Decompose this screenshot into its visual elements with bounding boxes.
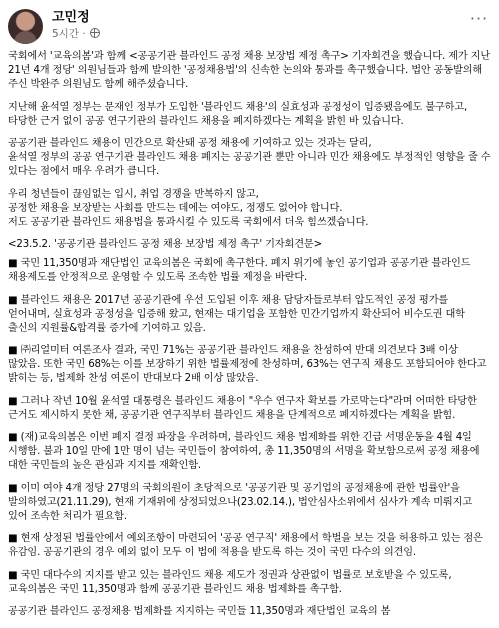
list-item: ■ (재)교육의봄은 이번 폐지 결정 파장을 우려하며, 블라인드 채용 법제화를 위한 긴급 서명운동을 4월 4일 시행함. 불과 10일 만에 1만 명이 넘는 국민들이 참여하여, 총 11,350명의 서명을 확보함으로써 공정 채용에 대한 국민들의 높은 관심과 지지를 재확인함. <box>8 432 480 471</box>
paragraph-1: 국회에서 '교육의봄'과 함께 <공공기관 블라인드 공정 채용 보장법 제정 촉구> 기자회견을 했습니다. 제가 지난 21년 4개 정당' 의원님들과 함께 발의한 '공정채용법'의 신속한 논의와 통과를 촉구했습니다. 법안 공동발의해 주신 박완주 의원님도 함께 해주셨습니다. <box>8 51 491 90</box>
avatar[interactable] <box>8 9 43 44</box>
post-meta <box>52 28 100 41</box>
globe-icon <box>90 28 100 38</box>
meta-separator: · <box>82 28 86 40</box>
post-header <box>8 8 491 46</box>
list-item: ■ 그러나 작년 10월 윤석열 대통령은 블라인드 채용이 "우수 연구자 확보를 가로막는다"라며 어떠한 타당한 근거도 제시하지 못한 채, 공공기관 연구직부터 블라인드 채용을 단계적으로 폐지하겠다는 계획을 밝힘. <box>8 395 477 421</box>
post-body <box>8 50 492 628</box>
list-item: ■ 블라인드 채용은 2017년 공공기관에 우선 도입된 이후 채용 담당자들로부터 압도적인 공정 평가를 얻어내며, 실효성과 공정성을 입증해 왔고, 현재는 대기업을 포함한 민간기업까지 확산되어 비수도권 대학 출신의 지원률&합격률 증가에 기여하고 있음. <box>8 294 465 334</box>
statement-list <box>8 257 492 597</box>
list-item: ■ 국민 11,350명과 재단법인 교육의봄은 국회에 촉구한다. 폐지 위기에 놓인 공기업과 공공기관 블라인드 채용제도를 안정적으로 운영할 수 있도록 조속한 법률 제정을 바란다. <box>8 258 471 283</box>
paragraph-3: 공공기관 블라인드 채용이 민간으로 확산돼 공정 채용에 기여하고 있는 것과는 달리, 윤석열 정부의 공공 연구기관 블라인드 채용 폐지는 공공기관 뿐만 아니라 민간 채용에도 부정적인 영향을 줄 수 있다는 점에서 매우 우려가 큽니다. <box>8 138 491 177</box>
post-time[interactable]: 5시간 <box>52 28 79 40</box>
more-options-icon[interactable]: ··· <box>469 9 489 28</box>
press-statement-title: <23.5.2. '공공기관 블라인드 공정 채용 보장법 제정 촉구' 기자회견문> <box>8 239 322 250</box>
closing-signature: 공공기관 블라인드 공정채용 법제화를 지지하는 국민들 11,350명과 재단법인 교육의 봄 <box>8 606 391 617</box>
list-item: ■ ㈜리얼미터 여론조사 결과, 국민 71%는 공공기관 블라인드 채용을 찬성하여 반대 의견보다 3배 이상 많았음. 또한 국민 68%는 이를 보장하기 위한 법률제정에 찬성하며, 63%는 연구직 채용도 포함되어야 한다고 밝히는 등, 법제화 찬성 여론이 반대보다 2배 이상 많았음. <box>8 345 487 384</box>
list-item: ■ 이미 여야 4개 정당 27명의 국회의원이 초당적으로 '공공기관 및 공기업의 공정채용에 관한 법률안'을 발의하였고(21.11.29), 현재 기재위에 상정되었으나(23.02.14.), 법안심사소위에서 심사가 계속 미뤄지고 있어 조속한 처리가 필요함. <box>8 482 473 522</box>
list-item: ■ 국민 대다수의 지지를 받고 있는 블라인드 채용 제도가 정권과 상관없이 법률로 보호받을 수 있도록, 교육의봄은 국민 11,350명과 함께 공공기관 블라인드 채용 법제화를 촉구함. <box>8 569 452 595</box>
list-item: ■ 현재 상정된 법률안에서 예외조항이 마련되어 '공공 연구직' 채용에서 학벌을 보는 것을 허용하고 있는 점은 유감임. 공공기관의 경우 예외 없이 모두 이 법에 적용을 받도록 하는 것이 국민 다수의 의견임. <box>8 533 483 558</box>
paragraph-4: 우리 청년들이 끊임없는 입시, 취업 경쟁을 반복하지 않고, 공정한 채용을 보장받는 사회를 만드는 데에는 여야도, 정쟁도 없어야 합니다. 저도 공공기관 블라인드 채용법을 통과시킬 수 있도록 국회에서 더욱 힘쓰겠습니다. <box>8 188 369 228</box>
paragraph-2: 지난해 윤석열 정부는 문재인 정부가 도입한 '블라인드 채용'의 실효성과 공정성이 입증됐음에도 불구하고, 타당한 근거 없이 공공 연구기관의 블라인드 채용을 폐지하겠다는 계획을 밝힌 바 있습니다. <box>8 101 468 127</box>
author-name[interactable]: 고민정 <box>52 10 90 25</box>
